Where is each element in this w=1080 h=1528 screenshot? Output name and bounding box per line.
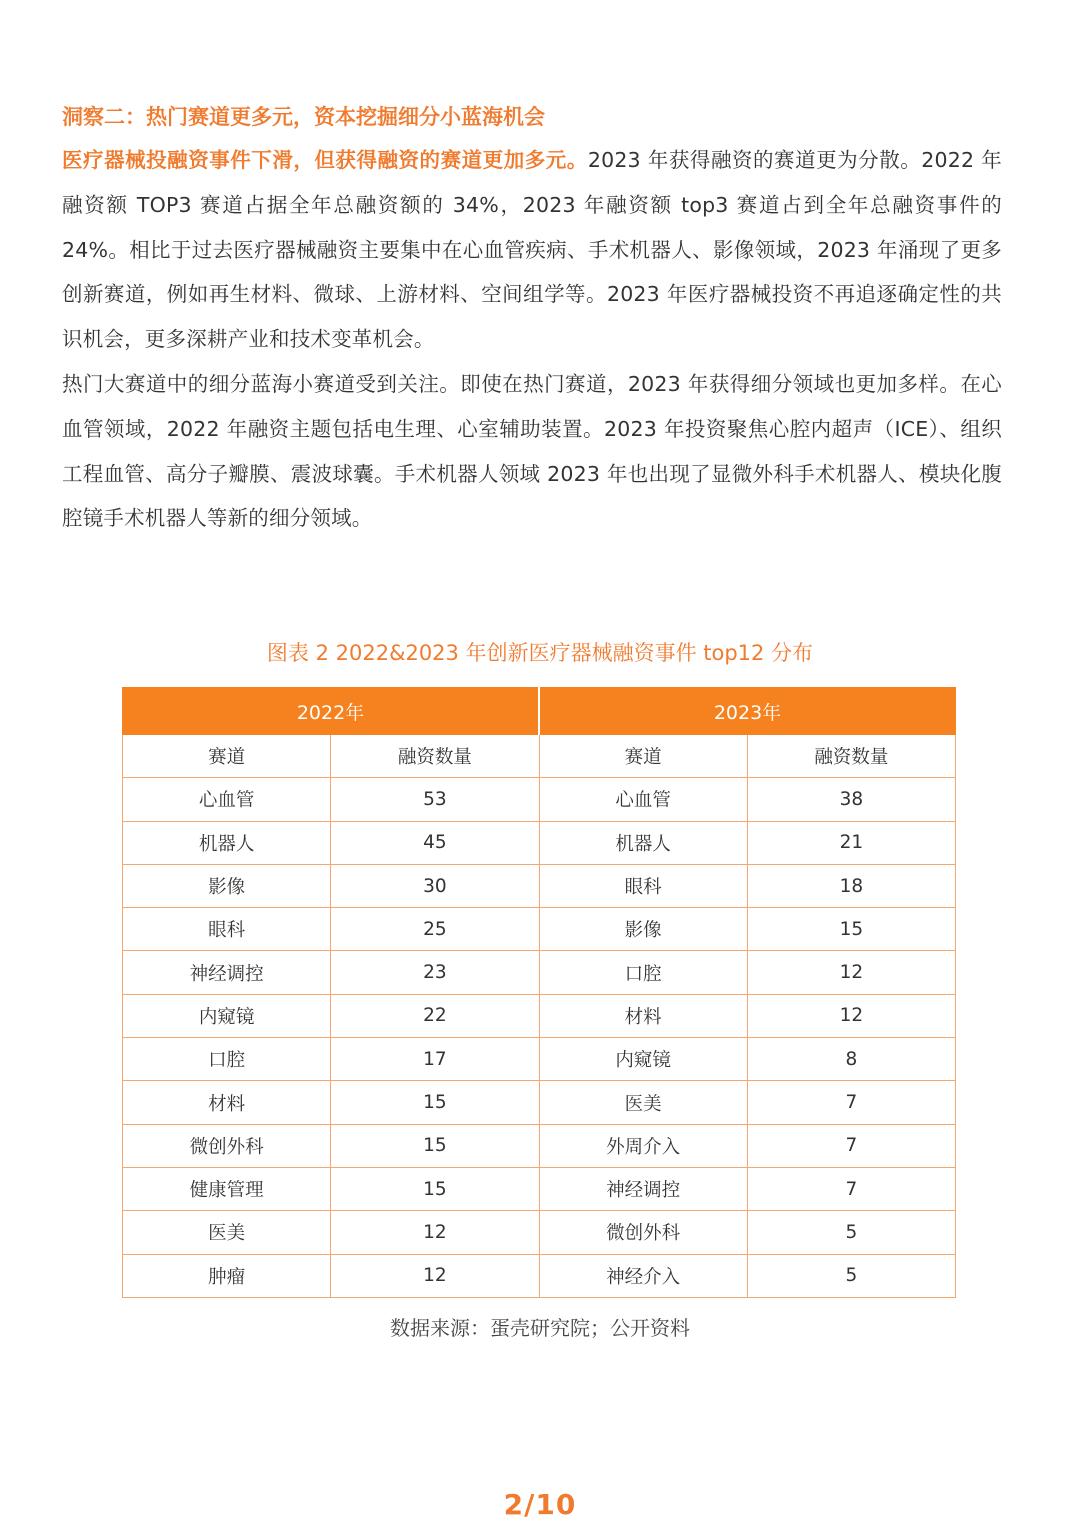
track-2022-cell: 影像 xyxy=(123,864,331,907)
count-2023-cell: 12 xyxy=(747,994,955,1037)
track-2023-cell: 眼科 xyxy=(539,864,747,907)
section-heading: 洞察二：热门赛道更多元，资本挖掘细分小蓝海机会 xyxy=(62,105,545,129)
count-2023-cell: 8 xyxy=(747,1038,955,1081)
count-2023-cell: 15 xyxy=(747,908,955,951)
count-2022-cell: 15 xyxy=(331,1167,539,1210)
count-2022-cell: 30 xyxy=(331,864,539,907)
track-2023-cell: 内窥镜 xyxy=(539,1038,747,1081)
table-row xyxy=(123,864,956,907)
count-2023-cell: 12 xyxy=(747,951,955,994)
track-2023-cell: 神经介入 xyxy=(539,1254,747,1297)
paragraph-2: 热门大赛道中的细分蓝海小赛道受到关注。即使在热门赛道，2023 年获得细分领域也更加多样。在心血管领域，2022 年融资主题包括电生理、心室辅助装置。2023 年投资聚焦心腔内超声（ICE）、组织工程血管、高分子瓣膜、震波球囊。手术机器人领域 2023 年也出现了显微外科手术机器人、模块化腹腔镜手术机器人等新的细分领域。 xyxy=(62,371,1002,531)
year-2022-header: 2022年 xyxy=(123,688,540,735)
track-2023-cell: 医美 xyxy=(539,1081,747,1124)
track-2022-cell: 肿瘤 xyxy=(123,1254,331,1297)
col-header-track-2023: 赛道 xyxy=(539,735,747,778)
count-2023-cell: 5 xyxy=(747,1211,955,1254)
track-2023-cell: 材料 xyxy=(539,994,747,1037)
paragraph-1-text: 2023 年获得融资的赛道更为分散。2022 年融资额 TOP3 赛道占据全年总融资额的 34%，2023 年融资额 top3 赛道占到全年总融资事件的 24%。相比于过去医疗器械融资主要集中在心血管疾病、手术机器人、影像领域，2023 年涌现了更多创新赛道，例如再生材料、微球、上游材料、空间组学等。2023 年医疗器械投资不再追逐确定性的共识机会，更多深耕产业和技术变革机会。 xyxy=(62,148,1002,352)
count-2022-cell: 17 xyxy=(331,1038,539,1081)
track-2023-cell: 外周介入 xyxy=(539,1124,747,1167)
count-2022-cell: 53 xyxy=(331,778,539,821)
track-2022-cell: 机器人 xyxy=(123,821,331,864)
count-2023-cell: 38 xyxy=(747,778,955,821)
table-row xyxy=(123,1124,956,1167)
page-indicator: 2/10 xyxy=(503,1488,577,1521)
count-2022-cell: 15 xyxy=(331,1081,539,1124)
article-body xyxy=(62,96,1002,541)
count-2022-cell: 12 xyxy=(331,1254,539,1297)
count-2023-cell: 7 xyxy=(747,1124,955,1167)
track-2022-cell: 材料 xyxy=(123,1081,331,1124)
track-2022-cell: 口腔 xyxy=(123,1038,331,1081)
table-row xyxy=(123,778,956,821)
track-2023-cell: 心血管 xyxy=(539,778,747,821)
table-row xyxy=(123,1038,956,1081)
track-2023-cell: 影像 xyxy=(539,908,747,951)
count-2023-cell: 21 xyxy=(747,821,955,864)
count-2022-cell: 45 xyxy=(331,821,539,864)
count-2022-cell: 23 xyxy=(331,951,539,994)
track-2023-cell: 微创外科 xyxy=(539,1211,747,1254)
track-2022-cell: 心血管 xyxy=(123,778,331,821)
track-2023-cell: 机器人 xyxy=(539,821,747,864)
table-caption: 图表 2 2022&2023 年创新医疗器械融资事件 top12 分布 xyxy=(266,641,814,665)
count-2023-cell: 7 xyxy=(747,1167,955,1210)
data-source: 数据来源：蛋壳研究院；公开资料 xyxy=(390,1316,690,1340)
count-2023-cell: 7 xyxy=(747,1081,955,1124)
col-header-count-2023: 融资数量 xyxy=(747,735,955,778)
track-2022-cell: 内窥镜 xyxy=(123,994,331,1037)
count-2023-cell: 18 xyxy=(747,864,955,907)
table-row xyxy=(123,1211,956,1254)
col-header-count-2022: 融资数量 xyxy=(331,735,539,778)
table-row xyxy=(123,1254,956,1297)
table-body xyxy=(123,778,956,1298)
paragraph-1-lead: 医疗器械投融资事件下滑，但获得融资的赛道更加多元。 xyxy=(62,148,588,172)
col-header-track-2022: 赛道 xyxy=(123,735,331,778)
table-row xyxy=(123,951,956,994)
table-row xyxy=(123,821,956,864)
track-2022-cell: 微创外科 xyxy=(123,1124,331,1167)
track-2022-cell: 健康管理 xyxy=(123,1167,331,1210)
count-2022-cell: 15 xyxy=(331,1124,539,1167)
table-row xyxy=(123,1167,956,1210)
year-2023-header: 2023年 xyxy=(539,688,956,735)
track-2022-cell: 眼科 xyxy=(123,908,331,951)
track-2023-cell: 神经调控 xyxy=(539,1167,747,1210)
table-row xyxy=(123,994,956,1037)
count-2022-cell: 25 xyxy=(331,908,539,951)
table-row xyxy=(123,1081,956,1124)
count-2022-cell: 12 xyxy=(331,1211,539,1254)
year-header-row xyxy=(123,688,956,735)
table-row xyxy=(123,908,956,951)
track-2023-cell: 口腔 xyxy=(539,951,747,994)
track-2022-cell: 神经调控 xyxy=(123,951,331,994)
track-2022-cell: 医美 xyxy=(123,1211,331,1254)
count-2022-cell: 22 xyxy=(331,994,539,1037)
column-header-row xyxy=(123,735,956,778)
paragraph-1 xyxy=(62,138,1002,362)
count-2023-cell: 5 xyxy=(747,1254,955,1297)
financing-table xyxy=(122,687,956,1298)
